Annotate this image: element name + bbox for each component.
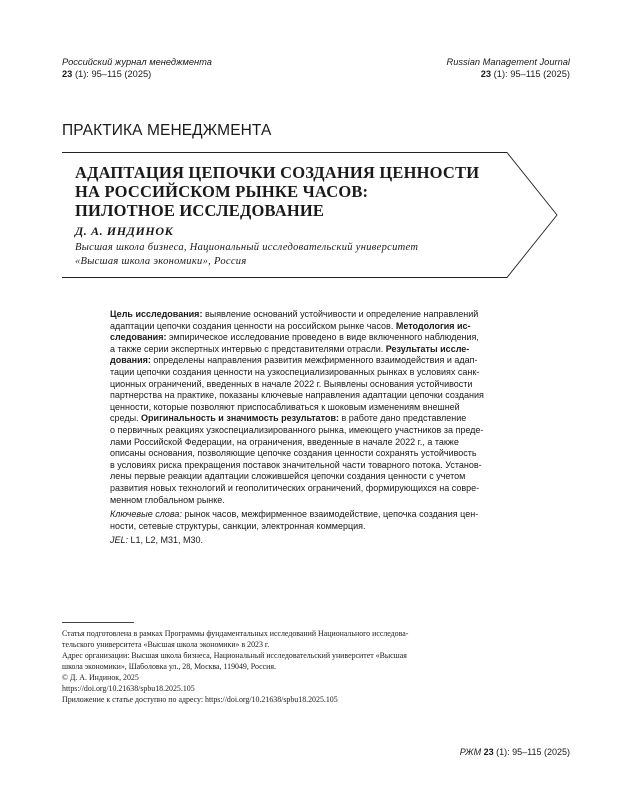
footnote-line: Адрес организации: Высшая школа бизнеса, Национальный исследовательский университет «Высшая (62, 651, 407, 660)
running-header-left (62, 57, 212, 80)
title-line: ПИЛОТНОЕ ИССЛЕДОВАНИЕ (75, 201, 325, 220)
title-line: НА РОССИЙСКОМ РЫНКЕ ЧАСОВ: (75, 182, 369, 201)
author-name: Д. А. ИНДИНОК (75, 224, 174, 238)
abstract-line: в условиях риска прекращения поставок значительной части товарного потока. Установ- (110, 459, 482, 470)
doi-link[interactable]: https://doi.org/10.21638/spbu18.2025.105 (62, 684, 195, 693)
jel-label: JEL: (110, 535, 129, 545)
abstract-line: адаптации цепочки создания ценности на российском рынке часов. Методология ис- (110, 320, 471, 331)
affiliation-line: «Высшая школа экономики», Россия (75, 255, 247, 267)
footnotes (62, 628, 572, 705)
keywords-label: Ключевые слова: (110, 509, 182, 519)
copyright: © Д. А. Индинок, 2025 (62, 673, 139, 682)
abstract (110, 309, 522, 506)
footnote-line: тельского университета «Высшая школа экономики» в 2023 г. (62, 640, 270, 649)
abstract-line: дования: определены направления развития межфирменного взаимодействия и адап- (110, 355, 478, 366)
affiliation-line: Высшая школа бизнеса, Национальный исследовательский университет (75, 242, 419, 253)
keywords: Ключевые слова: рынок часов, межфирменное взаимодействие, цепочка создания цен- ности, сетевые структуры, санкции, электронная коммерция. (110, 509, 479, 531)
appendix-link[interactable]: Приложение к статье доступно по адресу: https://doi.org/10.21638/spbu18.2025.105 (62, 695, 338, 704)
footnote-line: Статья подготовлена в рамках Программы фундаментальных исследований Национального исследова- (62, 629, 409, 638)
footnote-line: школа экономики», Шаболовка ул., 28, Москва, 119049, Россия. (62, 662, 276, 671)
jel-codes: JEL: L1, L2, M31, M30. (110, 535, 204, 545)
abstract-line: партнерства на практике, показаны ключевые направления адаптации цепочки создания (110, 390, 484, 401)
abstract-line: среды. Оригинальность и значимость результатов: в работе дано представление (110, 413, 467, 424)
author-affiliation (75, 241, 505, 268)
abstract-method-label: Методология ис- (395, 320, 471, 331)
article-title (75, 163, 479, 220)
issue-pages: (1): 95–115 (2025) (74, 68, 152, 79)
journal-name-ru: Российский журнал менеджмента (62, 57, 212, 67)
volume-number: 23 (483, 747, 494, 757)
abstract-line: ценности, которые позволяют приспосабливаться к шоковым изменениям внешней (110, 401, 460, 412)
footnote-divider (62, 622, 134, 623)
abstract-line: тации цепочки создания ценности на узкоспециализированных рынках в условиях санк- (110, 366, 480, 377)
title-line: АДАПТАЦИЯ ЦЕПОЧКИ СОЗДАНИЯ ЦЕННОСТИ (75, 163, 480, 182)
running-header-right (446, 57, 570, 80)
abstract-line: менном глобальном рынке. (110, 494, 225, 505)
abstract-line: о первичных реакциях узкоспециализированного рынка, имеющего участников за преде- (110, 424, 484, 435)
abstract-line: лами Российской Федерации, на ограничения, введенные в начале 2022 г., а также (110, 436, 459, 447)
abstract-line: Цель исследования: выявление оснований устойчивости и определение направлений (110, 309, 479, 319)
abstract-originality-label: Оригинальность и значимость результатов: (141, 413, 339, 424)
journal-abbr: РЖМ (459, 747, 482, 757)
abstract-line: лены первые реакции адаптации сложившейся цепочки создания ценности с учетом (110, 471, 466, 482)
abstract-line: описаны основания, позволяющие цепочке создания ценности сохранять устойчивость (110, 448, 477, 459)
abstract-goal-label: Цель исследования: (110, 309, 203, 319)
abstract-line: ционных ограничений, введенных в начале 2022 г. Выявлены основания устойчивости (110, 378, 473, 389)
issue-pages: (1): 95–115 (2025) (496, 747, 570, 757)
volume-number: 23 (62, 68, 73, 79)
abstract-results-label: Результаты иссле- (385, 343, 470, 354)
volume-number: 23 (480, 68, 492, 79)
journal-name-en: Russian Management Journal (446, 57, 570, 67)
abstract-line: развития новых технологий и геополитических ограничений, формирующихся на совре- (110, 482, 480, 493)
issue-pages: (1): 95–115 (2025) (493, 68, 570, 79)
abstract-line: а также серии экспертных интервью с представителями отрасли. Результаты иссле- (110, 343, 470, 354)
section-title: ПРАКТИКА МЕНЕДЖМЕНТА (62, 122, 272, 139)
page-footer (460, 747, 570, 757)
abstract-line: следования: эмпирическое исследование проведено в виде включенного наблюдения, (110, 332, 479, 343)
